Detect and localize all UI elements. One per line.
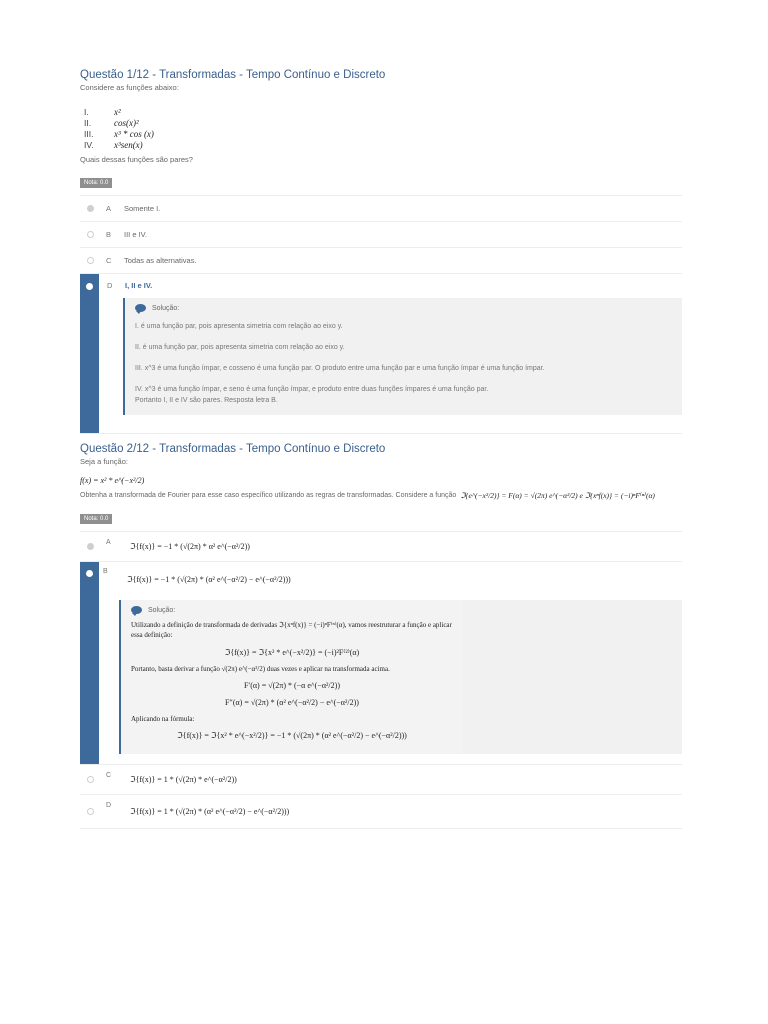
option-letter: B (103, 568, 108, 575)
solution-label: Solução: (152, 304, 180, 312)
option-d[interactable] (80, 795, 682, 829)
grade-badge: Nota: 0.0 (80, 178, 112, 188)
question-title: Questão 2/12 - Transformadas - Tempo Contínuo e Discreto (80, 443, 386, 455)
function-number: III. (84, 128, 94, 139)
question-intro: Seja a função: (80, 457, 128, 466)
prompt-text: Obtenha a transformada de Fourier para esse caso específico utilizando as regras de transformadas. Considere a função (80, 492, 457, 499)
option-formula: ℑ{f(x)} = −1 * (√(2π) * α² e^(−α²/2)) (130, 542, 250, 551)
option-text: Somente I. (124, 204, 161, 213)
selected-bar (80, 562, 99, 764)
radio-icon[interactable] (87, 257, 94, 264)
option-letter: B (106, 230, 112, 239)
option-a[interactable] (80, 196, 682, 222)
solution-equation: ℑ{f(x)} = ℑ{x² * e^(−x²/2)} = (−i)²F⁽²⁾(α) (224, 648, 360, 657)
solution-box (119, 600, 682, 754)
answer-options (80, 195, 682, 434)
solution-paragraph: Utilizando a definição de transformada de derivadas ℑ{xⁿf(x)} = (−i)ⁿF⁽ⁿ⁾(α), vamos reestruturar a função e aplicar essa definição: (131, 621, 452, 639)
question-title: Questão 1/12 - Transformadas - Tempo Contínuo e Discreto (80, 69, 386, 81)
selected-bar (80, 274, 99, 433)
function-number: IV. (84, 139, 94, 150)
option-text: I, II e IV. (125, 280, 153, 290)
function-number: I. (84, 106, 89, 117)
selected-body (99, 562, 682, 764)
speech-bubble-icon (131, 606, 142, 614)
function-list (84, 106, 682, 150)
option-letter: A (106, 204, 112, 213)
option-letter: D (106, 802, 112, 809)
solution-paragraph: Portanto, basta derivar a função √(2π) e^(−α²/2) duas vezes e aplicar na transformada acima. (131, 665, 390, 673)
selected-head (107, 274, 682, 296)
prompt-formula: ℑ{e^(−x²/2)} = F(α) = √(2π) e^(−α²/2) e ℑ{xⁿf(x)} = (−i)ⁿF⁽ⁿ⁾(α) (460, 491, 655, 500)
radio-selected-icon[interactable] (86, 283, 93, 290)
question-1 (80, 68, 682, 434)
function-item (84, 117, 682, 128)
function-item (84, 128, 682, 139)
radio-icon[interactable] (87, 776, 94, 783)
function-expression: x³ * cos (x) (114, 128, 154, 139)
solution-content (121, 600, 463, 754)
solution-line: IV. x^3 é uma função ímpar, e seno é uma função ímpar, e produto entre duas funções ímpares é uma função par. (135, 386, 489, 393)
solution-line: III. x^3 é uma função ímpar, e cosseno é uma função par. O produto entre uma função par e uma função ímpar é uma função ímpar. (135, 365, 545, 372)
option-letter: D (107, 280, 113, 290)
radio-icon[interactable] (87, 808, 94, 815)
function-formula: f(x) = x² * e^(−x²/2) (80, 476, 145, 485)
option-letter: C (106, 772, 112, 779)
option-d-selected[interactable] (80, 274, 682, 434)
option-text: Todas as alternativas. (124, 256, 197, 265)
solution-header (135, 304, 672, 312)
function-expression: x² (114, 106, 121, 117)
solution-equation: F″(α) = √(2π) * (α² e^(−α²/2) − e^(−α²/2)) (225, 698, 359, 707)
page (80, 68, 682, 829)
answer-options (80, 531, 682, 829)
option-b-selected[interactable] (80, 562, 682, 765)
solution-header (131, 606, 453, 614)
option-text: III e IV. (124, 230, 148, 239)
option-b[interactable] (80, 222, 682, 248)
option-letter: A (106, 539, 111, 546)
selected-head (103, 562, 682, 596)
option-c[interactable] (80, 765, 682, 795)
solution-paragraph: Aplicando na fórmula: (131, 715, 195, 723)
option-formula: ℑ{f(x)} = 1 * (√(2π) * (α² e^(−α²/2) − e^(−α²/2))) (130, 807, 290, 816)
question-prompt: Quais dessas funções são pares? (80, 155, 193, 164)
solution-label: Solução: (148, 606, 176, 614)
solution-box (123, 298, 682, 415)
function-expression: x³sen(x) (114, 139, 143, 150)
option-a[interactable] (80, 532, 682, 562)
radio-icon[interactable] (87, 543, 94, 550)
radio-selected-icon[interactable] (86, 570, 93, 577)
function-number: II. (84, 117, 92, 128)
radio-icon[interactable] (87, 205, 94, 212)
question-intro: Considere as funções abaixo: (80, 83, 179, 92)
grade-badge: Nota: 0.0 (80, 514, 112, 524)
radio-icon[interactable] (87, 231, 94, 238)
option-formula: ℑ{f(x)} = 1 * (√(2π) * e^(−α²/2)) (130, 775, 237, 784)
question-prompt (80, 491, 682, 500)
option-letter: C (106, 256, 112, 265)
solution-line: Portanto I, II e IV são pares. Resposta letra B. (135, 397, 278, 404)
solution-equation: ℑ{f(x)} = ℑ{x² * e^(−x²/2)} = −1 * (√(2π) * (α² e^(−α²/2) − e^(−α²/2))) (177, 731, 407, 740)
speech-bubble-icon (135, 304, 146, 312)
function-item (84, 106, 682, 117)
function-item (84, 139, 682, 150)
function-expression: cos(x)² (114, 117, 139, 128)
solution-background (463, 600, 682, 754)
solution-line: I. é uma função par, pois apresenta simetria com relação ao eixo y. (135, 323, 343, 330)
option-c[interactable] (80, 248, 682, 274)
option-formula: ℑ{f(x)} = −1 * (√(2π) * (α² e^(−α²/2) − e^(−α²/2))) (127, 574, 291, 584)
solution-line: II. é uma função par, pois apresenta simetria com relação ao eixo y. (135, 344, 345, 351)
solution-equation: F′(α) = √(2π) * (−α e^(−α²/2)) (244, 681, 340, 690)
question-2 (80, 442, 682, 829)
selected-body (99, 274, 682, 433)
